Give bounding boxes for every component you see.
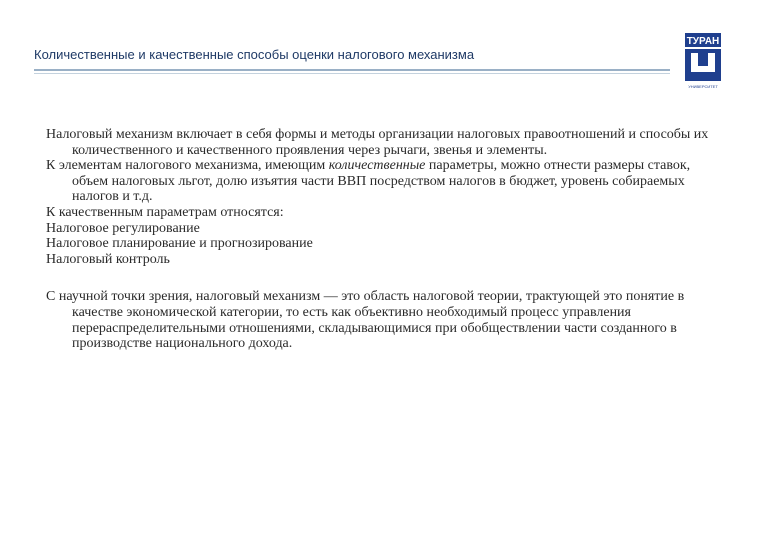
title-divider-secondary: [34, 73, 670, 74]
quantitative-text-end: параметры, можно отнести размеры ставок, объем налоговых льгот, долю изъятия части ВВП посредством налогов в бюджет, уровень собираемых налогов и т.д.: [72, 158, 691, 205]
paragraph-scientific-view: С научной точки зрения, налоговый механизм — это область налоговой теории, трактующей это понятие в качестве экономической категории, то есть как объективно необходимый процесс управления перераспределительными отношениями, складывающимися при обобществлении части созданного в производстве национального дохода.: [46, 289, 685, 352]
list-item-regulation: Налоговое регулирование: [46, 220, 200, 236]
paragraph-qualitative-heading: К качественным параметрам относятся:: [46, 204, 284, 220]
quantitative-emphasis: количественные: [328, 158, 426, 174]
logo-bottom-text: УНИВЕРСИТЕТ: [688, 84, 718, 89]
paragraph-definition: Налоговый механизм включает в себя формы и методы организации налоговых правоотношений и способы их количественного и качественного проявления через рычаги, звенья и элементы.: [46, 127, 709, 158]
list-item-planning: Налоговое планирование и прогнозирование: [46, 236, 313, 252]
slide-body: [46, 127, 726, 352]
slide-title: Количественные и качественные способы оценки налогового механизма: [34, 47, 475, 62]
quantitative-text-start: К элементам налогового механизма, имеющим: [46, 158, 329, 174]
logo-top-text: ТУРАН: [686, 36, 720, 47]
paragraph-quantitative: [46, 158, 726, 205]
list-item-control: Налоговый контроль: [46, 251, 170, 267]
title-divider: [34, 69, 670, 71]
turan-university-logo: [683, 30, 723, 92]
